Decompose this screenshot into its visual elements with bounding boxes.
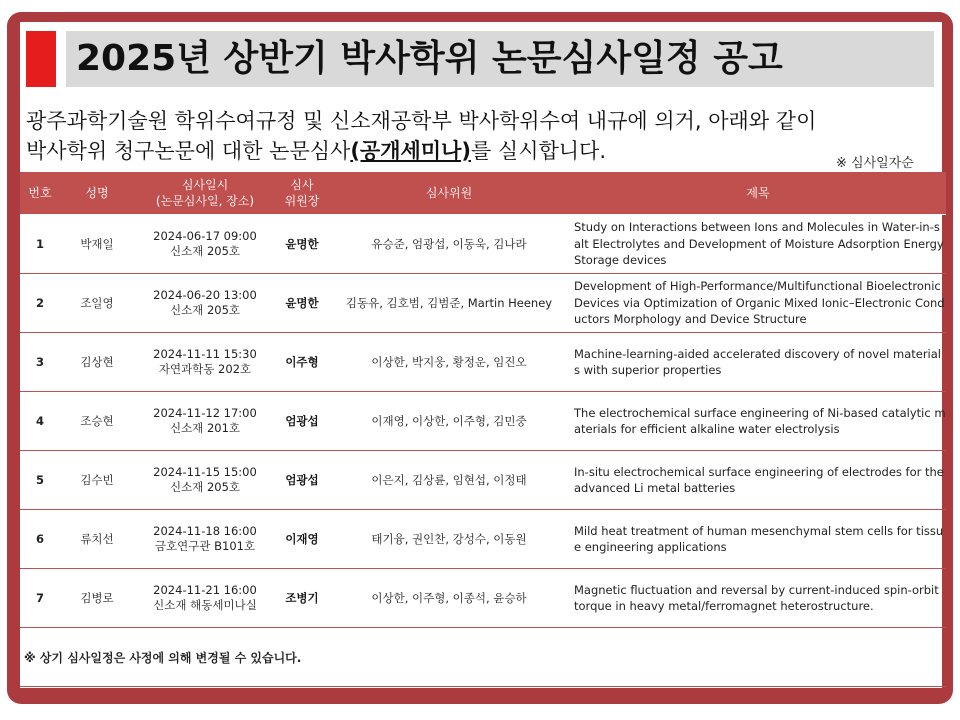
exam-place: 자연과학동 202호 (158, 362, 252, 376)
exam-date: 2024-11-18 16:00 (153, 524, 257, 538)
intro-text (26, 106, 936, 166)
candidate-name: 김수빈 (60, 451, 134, 510)
exam-date: 2024-06-17 09:00 (153, 229, 257, 243)
row-number: 7 (20, 569, 60, 628)
row-number: 5 (20, 451, 60, 510)
public-seminar-highlight: (공개세미나) (350, 139, 471, 163)
exam-place: 신소재 201호 (169, 421, 241, 435)
table-row (20, 510, 946, 569)
committee-chair: 윤명한 (276, 215, 328, 274)
intro-line-2-prefix: 박사학위 청구논문에 대한 논문심사 (26, 139, 351, 163)
exam-place: 신소재 205호 (169, 303, 241, 317)
candidate-name: 박재일 (60, 215, 134, 274)
committee-chair: 윤명한 (276, 274, 328, 333)
schedule-table (20, 172, 946, 687)
row-number: 1 (20, 215, 60, 274)
header-date: 심사일시 (논문심사일, 장소) (134, 172, 276, 215)
header-name: 성명 (60, 172, 134, 215)
candidate-name: 류치선 (60, 510, 134, 569)
thesis-title: Machine-learning-aided accelerated discovery of novel materials with superior properties (570, 333, 946, 392)
exam-datetime (134, 451, 276, 510)
committee-members: 태기융, 권인찬, 강성수, 이동원 (328, 510, 570, 569)
table-row (20, 274, 946, 333)
row-number: 4 (20, 392, 60, 451)
candidate-name: 김병로 (60, 569, 134, 628)
candidate-name: 김상현 (60, 333, 134, 392)
page-title: 2025년 상반기 박사학위 논문심사일정 공고 (76, 38, 783, 79)
exam-date: 2024-06-20 13:00 (153, 288, 257, 302)
footer-row (20, 628, 946, 687)
table-row (20, 333, 946, 392)
row-number: 6 (20, 510, 60, 569)
table-row (20, 569, 946, 628)
committee-members: 유승준, 엄광섭, 이동욱, 김나라 (328, 215, 570, 274)
committee-members: 이은지, 김상륜, 임현섭, 이정태 (328, 451, 570, 510)
header-title: 제목 (570, 172, 946, 215)
committee-chair: 이주형 (276, 333, 328, 392)
intro-line-1: 광주과학기술원 학위수여규정 및 신소재공학부 박사학위수여 내규에 의거, 아래와 같이 (26, 109, 817, 133)
table-header-row (20, 172, 946, 215)
thesis-title: Study on Interactions between Ions and Molecules in Water-in-salt Electrolytes and Development of Moisture Adsorption Energy Storage devices (570, 215, 946, 274)
committee-members: 이재영, 이상한, 이주형, 김민중 (328, 392, 570, 451)
exam-date: 2024-11-12 17:00 (153, 406, 257, 420)
exam-datetime (134, 392, 276, 451)
footer-note: ※ 상기 심사일정은 사정에 의해 변경될 수 있습니다. (20, 628, 946, 687)
candidate-name: 조승현 (60, 392, 134, 451)
intro-line-2-suffix: 를 실시합니다. (470, 139, 607, 163)
committee-chair: 조병기 (276, 569, 328, 628)
title-bar (66, 31, 934, 87)
exam-datetime (134, 569, 276, 628)
committee-members: 이상한, 박지웅, 황정운, 임진오 (328, 333, 570, 392)
header-chair: 심사 위원장 (276, 172, 328, 215)
exam-place: 신소재 해동세미나실 (153, 598, 257, 612)
committee-chair: 엄광섭 (276, 392, 328, 451)
row-number: 2 (20, 274, 60, 333)
thesis-title: In-situ electrochemical surface engineering of electrodes for the advanced Li metal batteries (570, 451, 946, 510)
exam-datetime (134, 333, 276, 392)
candidate-name: 조일영 (60, 274, 134, 333)
thesis-title: Magnetic fluctuation and reversal by current-induced spin-orbit torque in heavy metal/ferromagnet heterostructure. (570, 569, 946, 628)
exam-place: 금호연구관 B101호 (154, 539, 256, 553)
table-row (20, 215, 946, 274)
row-number: 3 (20, 333, 60, 392)
sort-note: ※ 심사일자순 (836, 156, 914, 171)
exam-datetime (134, 274, 276, 333)
table-row (20, 451, 946, 510)
committee-chair: 엄광섭 (276, 451, 328, 510)
exam-date: 2024-11-11 15:30 (153, 347, 257, 361)
exam-date: 2024-11-15 15:00 (153, 465, 257, 479)
exam-datetime (134, 510, 276, 569)
thesis-title: Development of High-Performance/Multifunctional Bioelectronic Devices via Optimization of Organic Mixed Ionic–Electronic Conductors Morphology and Device Structure (570, 274, 946, 333)
exam-place: 신소재 205호 (169, 480, 241, 494)
committee-members: 이상한, 이주형, 이종석, 윤승하 (328, 569, 570, 628)
intro-line-2 (26, 136, 936, 166)
exam-place: 신소재 205호 (169, 244, 241, 258)
exam-date: 2024-11-21 16:00 (153, 583, 257, 597)
exam-datetime (134, 215, 276, 274)
thesis-title: The electrochemical surface engineering of Ni-based catalytic materials for efficient alkaline water electrolysis (570, 392, 946, 451)
committee-chair: 이재영 (276, 510, 328, 569)
title-accent-block (26, 31, 56, 87)
thesis-title: Mild heat treatment of human mesenchymal stem cells for tissue engineering applications (570, 510, 946, 569)
committee-members: 김동유, 김호범, 김범준, Martin Heeney (328, 274, 570, 333)
header-committee: 심사위원 (328, 172, 570, 215)
header-no: 번호 (20, 172, 60, 215)
table-row (20, 392, 946, 451)
